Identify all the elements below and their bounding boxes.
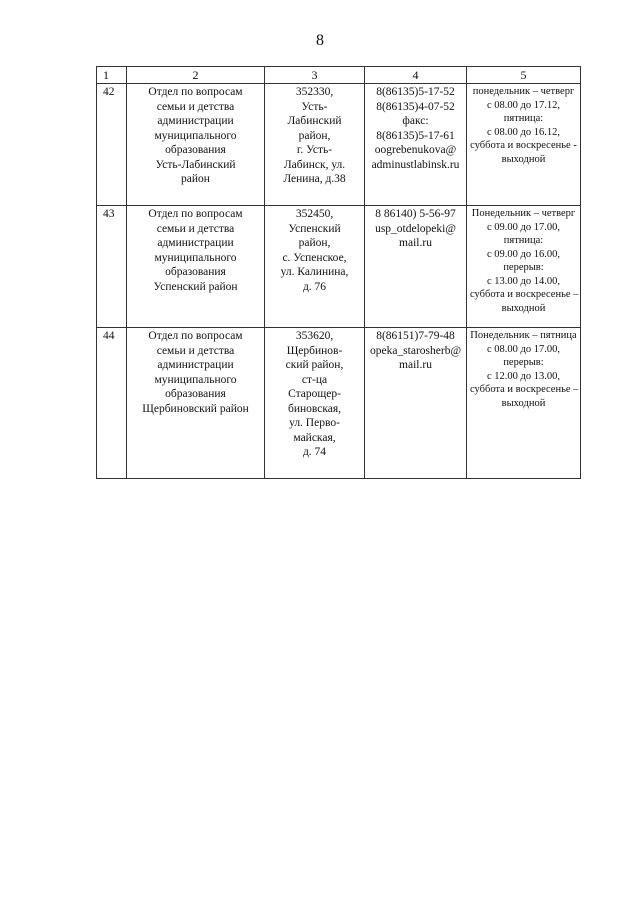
cell-line: понедельник – четверг <box>472 86 575 97</box>
header-col-5: 5 <box>467 67 581 84</box>
department-name-cell <box>127 328 265 479</box>
cell-line: район <box>181 173 210 185</box>
cell-line: Усть- <box>301 100 328 113</box>
cell-line: opeka_starosherb@ <box>369 344 462 357</box>
cell-line: факс: <box>402 115 429 127</box>
cell-line: с. Успенское, <box>282 251 347 264</box>
cell-line: администрации <box>157 237 234 249</box>
department-name-cell <box>127 206 265 328</box>
cell-line: майская, <box>293 431 336 444</box>
cell-line: 8(86135)4-07-52 <box>376 100 455 113</box>
cell-line: Отдел по вопросам <box>148 208 243 220</box>
cell-line: выходной <box>501 302 546 314</box>
cell-line: образования <box>165 388 226 400</box>
cell-line: mail.ru <box>399 237 432 249</box>
cell-line: образования <box>165 266 226 278</box>
cell-line: ул. Калинина, <box>280 266 349 278</box>
cell-line: 352330, <box>295 86 334 98</box>
cell-line: д. 74 <box>302 446 327 458</box>
cell-line: Успенский район <box>153 280 238 293</box>
cell-line: муниципального <box>154 129 237 142</box>
cell-line: 353620, <box>295 330 334 342</box>
cell-line: mail.ru <box>399 359 432 371</box>
address-cell <box>265 84 365 206</box>
cell-line: муниципального <box>154 373 237 386</box>
cell-line: выходной <box>501 153 546 165</box>
table-row <box>97 206 581 328</box>
address-cell <box>265 206 365 328</box>
contacts-cell <box>365 84 467 206</box>
cell-line: Отдел по вопросам <box>148 330 243 342</box>
cell-line: Ленина, д.38 <box>283 173 346 185</box>
cell-line: Успенский <box>288 222 341 235</box>
cell-line: oogrebenukova@ <box>374 144 457 156</box>
cell-line: Лабинский <box>287 115 342 127</box>
guardianship-departments-table <box>96 66 581 479</box>
cell-line: администрации <box>157 359 234 371</box>
cell-line: выходной <box>501 397 546 409</box>
cell-line: Понедельник – пятница <box>470 330 577 341</box>
row-number: 42 <box>97 84 127 206</box>
schedule-cell <box>467 328 581 479</box>
cell-line: ул. Перво- <box>289 417 340 429</box>
cell-line: с 13.00 до 14.00, <box>486 275 560 287</box>
cell-line: 8(86151)7-79-48 <box>376 330 455 342</box>
cell-line: с 08.00 до 16.12, <box>486 126 560 138</box>
header-col-2: 2 <box>127 67 265 84</box>
cell-line: семьи и детства <box>156 222 235 235</box>
cell-line: 352450, <box>295 208 334 220</box>
schedule-cell <box>467 84 581 206</box>
cell-line: 8(86135)5-17-52 <box>376 86 455 98</box>
header-col-1: 1 <box>97 67 127 84</box>
address-cell <box>265 328 365 479</box>
cell-line: usp_otdelopeki@ <box>375 222 456 235</box>
cell-line: Отдел по вопросам <box>148 86 243 98</box>
cell-line: Щербиновский район <box>142 402 249 415</box>
cell-line: с 08.00 до 17.12, <box>486 99 560 111</box>
table-header-row <box>97 67 581 84</box>
contacts-cell <box>365 206 467 328</box>
schedule-cell <box>467 206 581 328</box>
cell-line: 8 86140) 5-56-97 <box>375 208 456 220</box>
cell-line: семьи и детства <box>156 100 235 113</box>
table-row <box>97 84 581 206</box>
cell-line: с 12.00 до 13.00, <box>486 370 560 382</box>
cell-line: суббота и воскресенье - <box>470 140 577 151</box>
cell-line: с 09.00 до 16.00, <box>486 248 560 260</box>
cell-line: ский район, <box>285 359 344 371</box>
contacts-cell <box>365 328 467 479</box>
cell-line: район, <box>298 237 331 249</box>
cell-line: с 09.00 до 17.00, <box>486 221 560 233</box>
cell-line: суббота и воскресенье – <box>470 384 579 395</box>
cell-line: пятница: <box>503 235 544 246</box>
cell-line: adminustlabinsk.ru <box>371 158 460 171</box>
cell-line: д. 76 <box>302 280 327 293</box>
cell-line: биновская, <box>287 402 342 415</box>
cell-line: Понедельник – четверг <box>471 208 576 219</box>
page-number: 8 <box>316 32 324 49</box>
cell-line: Щербинов- <box>286 344 343 357</box>
department-name-cell <box>127 84 265 206</box>
cell-line: перерыв: <box>503 357 544 368</box>
cell-line: образования <box>165 144 226 156</box>
cell-line: Усть-Лабинский <box>155 158 236 171</box>
cell-line: семьи и детства <box>156 344 235 357</box>
header-col-4: 4 <box>365 67 467 84</box>
cell-line: с 08.00 до 17.00, <box>486 343 560 355</box>
table-row <box>97 328 581 479</box>
row-number: 43 <box>97 206 127 328</box>
cell-line: муниципального <box>154 251 237 264</box>
row-number: 44 <box>97 328 127 479</box>
cell-line: Лабинск, ул. <box>283 158 346 171</box>
header-col-3: 3 <box>265 67 365 84</box>
cell-line: 8(86135)5-17-61 <box>376 129 455 142</box>
cell-line: пятница: <box>503 113 544 124</box>
cell-line: администрации <box>157 115 234 127</box>
cell-line: ст-ца <box>301 373 328 386</box>
cell-line: район, <box>298 129 331 142</box>
cell-line: г. Усть- <box>296 144 333 156</box>
cell-line: перерыв: <box>503 262 544 273</box>
cell-line: суббота и воскресенье – <box>470 289 579 300</box>
cell-line: Старощер- <box>288 388 341 400</box>
